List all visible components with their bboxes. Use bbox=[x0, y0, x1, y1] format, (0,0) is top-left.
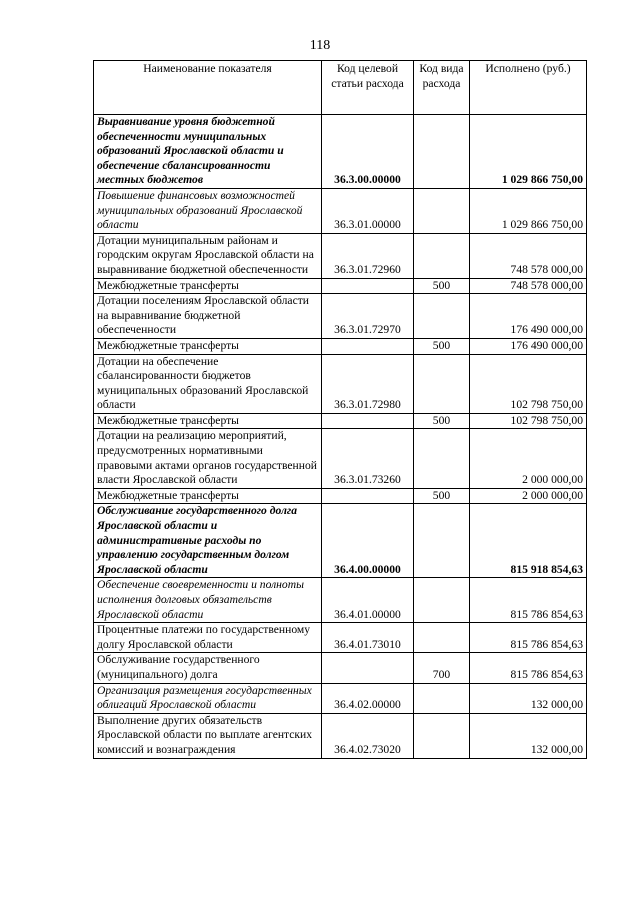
cell-amount: 176 490 000,00 bbox=[470, 294, 587, 339]
cell-name: Выполнение других обязательств Ярославской области по выплате агентских комиссий и вознаграждения bbox=[94, 713, 322, 758]
header-kind: Код вида расхода bbox=[414, 61, 470, 115]
cell-code: 36.3.01.72980 bbox=[322, 354, 414, 413]
cell-name: Межбюджетные трансферты bbox=[94, 488, 322, 504]
table-row bbox=[94, 233, 587, 278]
cell-name: Межбюджетные трансферты bbox=[94, 338, 322, 354]
cell-name: Межбюджетные трансферты bbox=[94, 278, 322, 294]
cell-kind bbox=[414, 115, 470, 189]
table-row bbox=[94, 413, 587, 429]
page-number: 118 bbox=[309, 38, 331, 53]
table-row bbox=[94, 578, 587, 623]
cell-amount: 815 786 854,63 bbox=[470, 623, 587, 653]
table-row bbox=[94, 278, 587, 294]
cell-code bbox=[322, 653, 414, 683]
cell-amount: 748 578 000,00 bbox=[470, 278, 587, 294]
cell-name: Дотации на реализацию мероприятий, предусмотренных нормативными правовыми актами органов государственной власти Ярославской области bbox=[94, 429, 322, 488]
cell-amount: 1 029 866 750,00 bbox=[470, 115, 587, 189]
cell-kind bbox=[414, 713, 470, 758]
cell-amount: 176 490 000,00 bbox=[470, 338, 587, 354]
cell-code bbox=[322, 278, 414, 294]
table-row bbox=[94, 294, 587, 339]
table-row bbox=[94, 338, 587, 354]
header-name: Наименование показателя bbox=[94, 61, 322, 115]
cell-code: 36.3.01.72970 bbox=[322, 294, 414, 339]
cell-kind: 500 bbox=[414, 413, 470, 429]
cell-kind bbox=[414, 294, 470, 339]
cell-amount: 815 918 854,63 bbox=[470, 504, 587, 578]
cell-kind bbox=[414, 354, 470, 413]
table-header-row bbox=[94, 61, 587, 115]
cell-kind bbox=[414, 504, 470, 578]
cell-amount: 2 000 000,00 bbox=[470, 429, 587, 488]
cell-name: Обслуживание государственного долга Ярославской области и административные расходы по управлению государственным долгом Ярославской области bbox=[94, 504, 322, 578]
cell-name: Межбюджетные трансферты bbox=[94, 413, 322, 429]
cell-code: 36.4.01.00000 bbox=[322, 578, 414, 623]
cell-kind bbox=[414, 578, 470, 623]
cell-amount: 815 786 854,63 bbox=[470, 653, 587, 683]
cell-name: Выравнивание уровня бюджетной обеспеченности муниципальных образований Ярославской области и обеспечение сбалансированности местных бюджетов bbox=[94, 115, 322, 189]
cell-code bbox=[322, 338, 414, 354]
table-row bbox=[94, 354, 587, 413]
table-row bbox=[94, 683, 587, 713]
cell-name: Процентные платежи по государственному долгу Ярославской области bbox=[94, 623, 322, 653]
header-code: Код целевой статьи расхода bbox=[322, 61, 414, 115]
cell-code: 36.4.02.00000 bbox=[322, 683, 414, 713]
cell-amount: 132 000,00 bbox=[470, 713, 587, 758]
cell-code: 36.3.01.00000 bbox=[322, 188, 414, 233]
cell-kind: 700 bbox=[414, 653, 470, 683]
table-row bbox=[94, 488, 587, 504]
cell-amount: 132 000,00 bbox=[470, 683, 587, 713]
table-row bbox=[94, 623, 587, 653]
table-row bbox=[94, 653, 587, 683]
cell-code: 36.3.00.00000 bbox=[322, 115, 414, 189]
cell-name: Обслуживание государственного (муниципального) долга bbox=[94, 653, 322, 683]
cell-code bbox=[322, 488, 414, 504]
cell-amount: 2 000 000,00 bbox=[470, 488, 587, 504]
cell-kind: 500 bbox=[414, 338, 470, 354]
table-row bbox=[94, 429, 587, 488]
cell-amount: 748 578 000,00 bbox=[470, 233, 587, 278]
cell-name: Обеспечение своевременности и полноты исполнения долговых обязательств Ярославской области bbox=[94, 578, 322, 623]
cell-name: Повышение финансовых возможностей муниципальных образований Ярославской области bbox=[94, 188, 322, 233]
cell-code: 36.4.00.00000 bbox=[322, 504, 414, 578]
cell-code: 36.4.02.73020 bbox=[322, 713, 414, 758]
cell-kind bbox=[414, 188, 470, 233]
cell-kind bbox=[414, 233, 470, 278]
cell-kind bbox=[414, 683, 470, 713]
cell-amount: 102 798 750,00 bbox=[470, 354, 587, 413]
cell-kind: 500 bbox=[414, 488, 470, 504]
cell-amount: 815 786 854,63 bbox=[470, 578, 587, 623]
table-row bbox=[94, 713, 587, 758]
cell-name: Дотации поселениям Ярославской области на выравнивание бюджетной обеспеченности bbox=[94, 294, 322, 339]
cell-kind: 500 bbox=[414, 278, 470, 294]
table-row bbox=[94, 115, 587, 189]
cell-amount: 1 029 866 750,00 bbox=[470, 188, 587, 233]
budget-table bbox=[93, 60, 587, 759]
cell-name: Организация размещения государственных облигаций Ярославской области bbox=[94, 683, 322, 713]
cell-name: Дотации муниципальным районам и городским округам Ярославской области на выравнивание бюджетной обеспеченности bbox=[94, 233, 322, 278]
cell-amount: 102 798 750,00 bbox=[470, 413, 587, 429]
table-row bbox=[94, 188, 587, 233]
cell-code: 36.3.01.72960 bbox=[322, 233, 414, 278]
header-amount: Исполнено (руб.) bbox=[470, 61, 587, 115]
cell-code: 36.4.01.73010 bbox=[322, 623, 414, 653]
cell-kind bbox=[414, 623, 470, 653]
cell-kind bbox=[414, 429, 470, 488]
cell-code: 36.3.01.73260 bbox=[322, 429, 414, 488]
cell-code bbox=[322, 413, 414, 429]
table-row bbox=[94, 504, 587, 578]
cell-name: Дотации на обеспечение сбалансированности бюджетов муниципальных образований Ярославской области bbox=[94, 354, 322, 413]
